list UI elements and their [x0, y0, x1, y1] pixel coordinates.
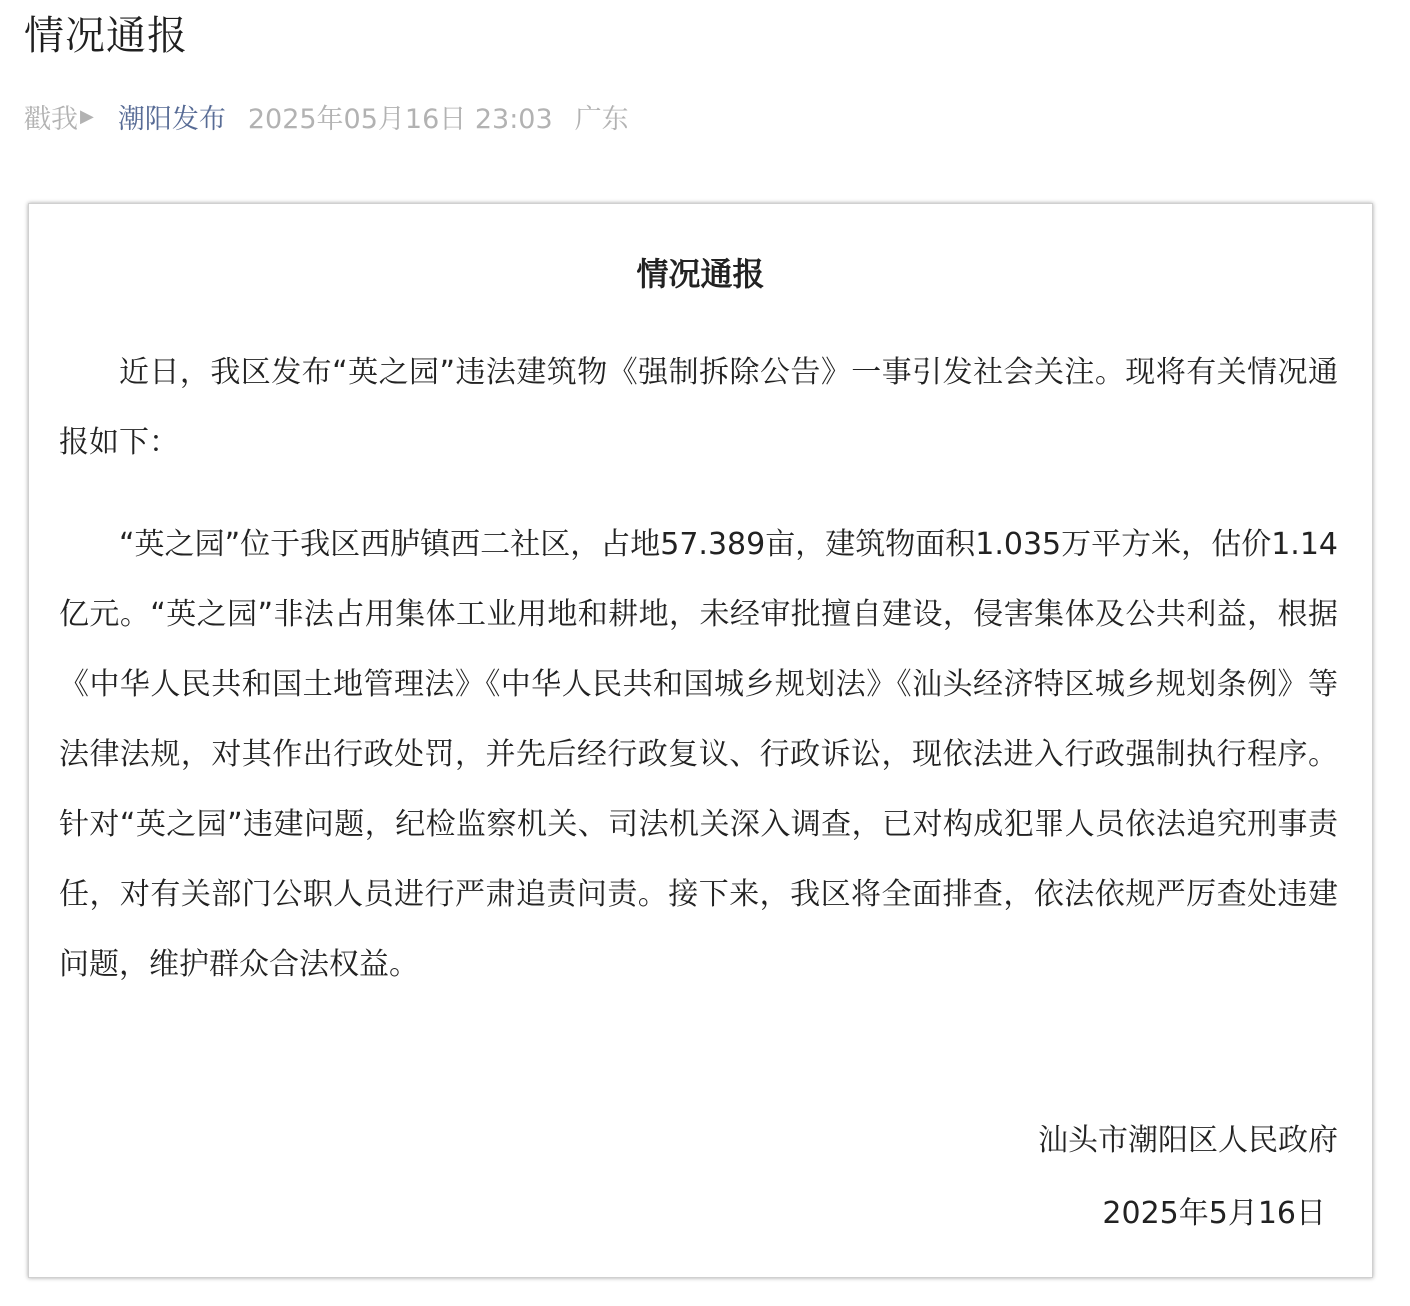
article-meta — [24, 96, 629, 136]
poke-button[interactable] — [24, 97, 94, 136]
notice-image-card — [28, 203, 1373, 1278]
poke-label: 戳我 — [24, 103, 78, 135]
notice-body — [59, 338, 1338, 1000]
article-title: 情况通报 — [24, 13, 188, 59]
play-triangle-icon: ▶ — [80, 105, 94, 127]
notice-paragraph: 近日，我区发布“英之园”违法建筑物《强制拆除公告》一事引发社会关注。现将有关情况通报如下： — [59, 355, 1338, 460]
notice-sign-date: 2025年5月16日 — [1102, 1196, 1326, 1231]
account-name-link[interactable]: 潮阳发布 — [117, 103, 226, 135]
notice-paragraph: “英之园”位于我区西胪镇西二社区，占地57.389亩，建筑物面积1.035万平方米，估价1.14亿元。“英之园”非法占用集体工业用地和耕地，未经审批擅自建设，侵害集体及公共利益，根据《中华人民共和国土地管理法》《中华人民共和国城乡规划法》《汕头经济特区城乡规划条例》等法律法规，对其作出行政处罚，并先后经行政复议、行政诉讼，现依法进入行政强制执行程序。针对“英之园”违建问题，纪检监察机关、司法机关深入调查，已对构成犯罪人员依法追究刑事责任，对有关部门公职人员进行严肃追责问责。接下来，我区将全面排查，依法依规严厉查处违建问题，维护群众合法权益。 — [59, 527, 1338, 982]
publish-datetime: 2025年05月16日 23:03 — [247, 103, 553, 135]
publish-region: 广东 — [574, 103, 629, 135]
notice-signature: 汕头市潮阳区人民政府 — [1038, 1123, 1338, 1158]
notice-heading: 情况通报 — [636, 255, 765, 293]
